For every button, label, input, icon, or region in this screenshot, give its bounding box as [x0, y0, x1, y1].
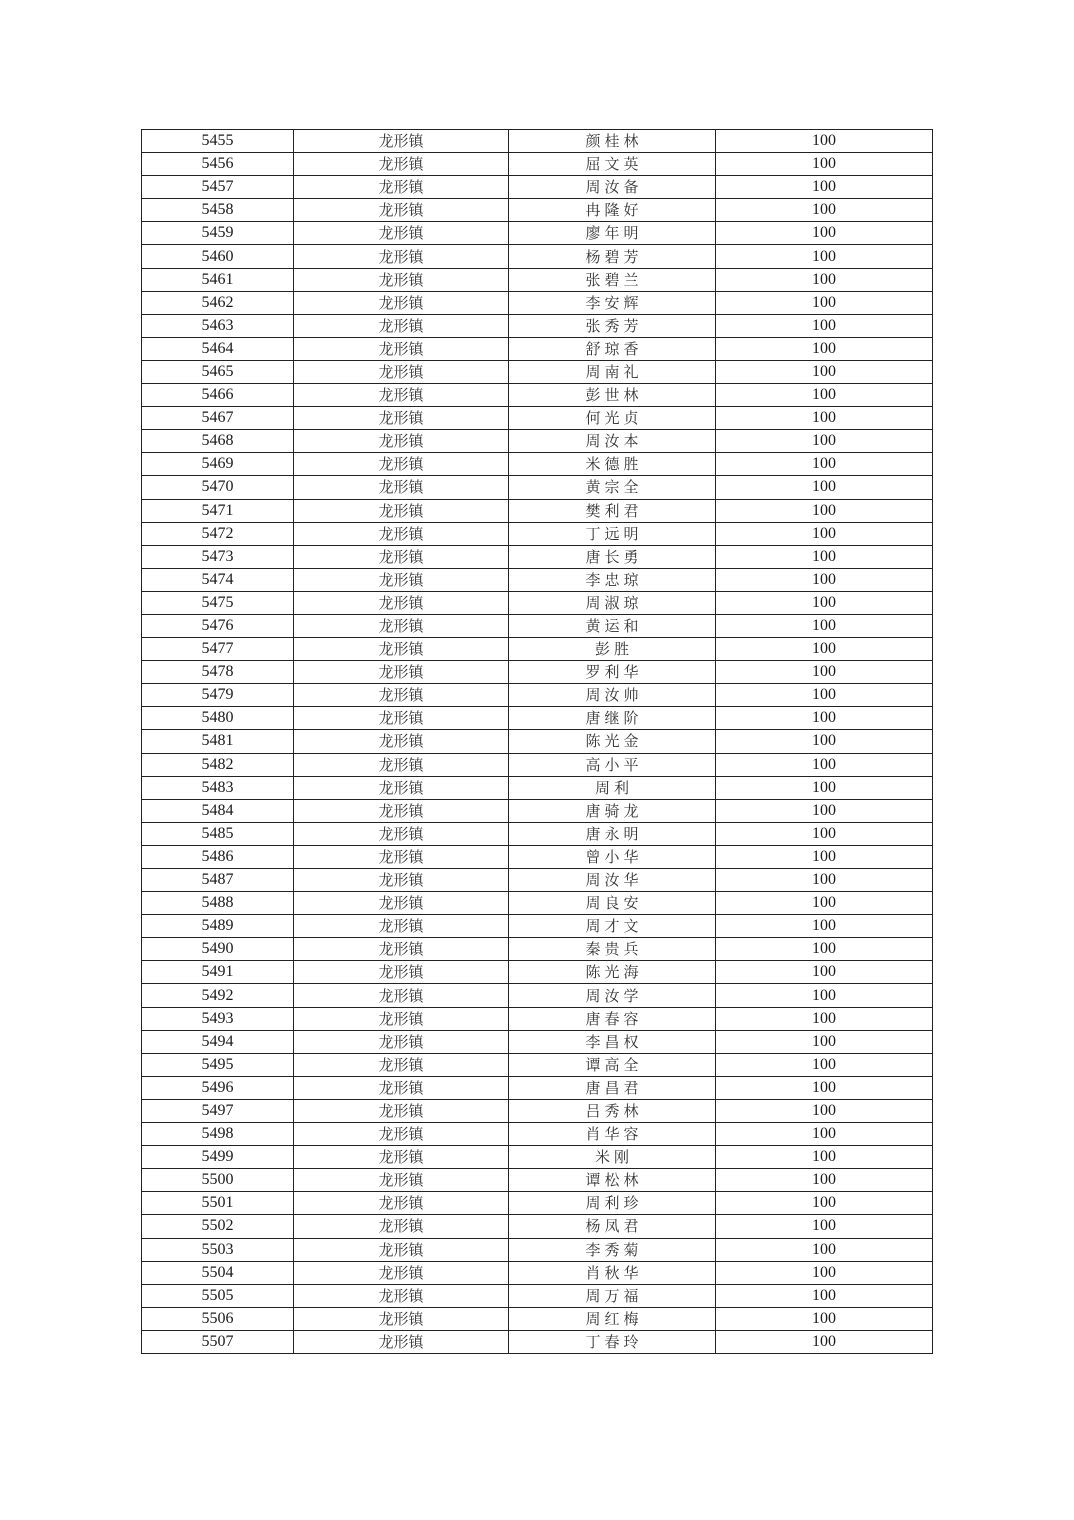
table-row — [142, 476, 933, 499]
serial-number-cell: 5463 — [142, 314, 294, 337]
serial-number-cell: 5505 — [142, 1284, 294, 1307]
town-cell: 龙形镇 — [294, 199, 509, 222]
town-cell: 龙形镇 — [294, 1261, 509, 1284]
amount-cell: 100 — [716, 360, 933, 383]
serial-number-cell: 5493 — [142, 1007, 294, 1030]
name-cell: 丁远明 — [509, 522, 716, 545]
name-cell: 周才文 — [509, 915, 716, 938]
town-cell: 龙形镇 — [294, 753, 509, 776]
town-cell: 龙形镇 — [294, 245, 509, 268]
table-row — [142, 938, 933, 961]
name-cell: 李忠琼 — [509, 568, 716, 591]
serial-number-cell: 5492 — [142, 984, 294, 1007]
serial-number-cell: 5489 — [142, 915, 294, 938]
table-row — [142, 1215, 933, 1238]
serial-number-cell: 5501 — [142, 1192, 294, 1215]
name-cell: 周汝学 — [509, 984, 716, 1007]
table-row — [142, 869, 933, 892]
name-cell: 周汝本 — [509, 430, 716, 453]
serial-number-cell: 5498 — [142, 1123, 294, 1146]
serial-number-cell: 5477 — [142, 638, 294, 661]
table-row — [142, 730, 933, 753]
amount-cell: 100 — [716, 153, 933, 176]
table-row — [142, 1030, 933, 1053]
serial-number-cell: 5503 — [142, 1238, 294, 1261]
town-cell: 龙形镇 — [294, 684, 509, 707]
table-row — [142, 1007, 933, 1030]
table-row — [142, 407, 933, 430]
name-cell: 杨碧芳 — [509, 245, 716, 268]
amount-cell: 100 — [716, 1238, 933, 1261]
name-cell: 丁春玲 — [509, 1330, 716, 1353]
amount-cell: 100 — [716, 176, 933, 199]
name-cell: 曾小华 — [509, 845, 716, 868]
serial-number-cell: 5479 — [142, 684, 294, 707]
table-row — [142, 360, 933, 383]
table-row — [142, 707, 933, 730]
name-cell: 彭世林 — [509, 384, 716, 407]
name-cell: 樊利君 — [509, 499, 716, 522]
town-cell: 龙形镇 — [294, 730, 509, 753]
town-cell: 龙形镇 — [294, 661, 509, 684]
name-cell: 谭高全 — [509, 1053, 716, 1076]
name-cell: 何光贞 — [509, 407, 716, 430]
town-cell: 龙形镇 — [294, 845, 509, 868]
table-row — [142, 568, 933, 591]
amount-cell: 100 — [716, 614, 933, 637]
table-row — [142, 753, 933, 776]
table-row — [142, 130, 933, 153]
table-row — [142, 1123, 933, 1146]
name-cell: 肖秋华 — [509, 1261, 716, 1284]
serial-number-cell: 5473 — [142, 545, 294, 568]
amount-cell: 100 — [716, 915, 933, 938]
town-cell: 龙形镇 — [294, 130, 509, 153]
town-cell: 龙形镇 — [294, 822, 509, 845]
serial-number-cell: 5496 — [142, 1076, 294, 1099]
town-cell: 龙形镇 — [294, 1169, 509, 1192]
table-row — [142, 591, 933, 614]
name-cell: 周南礼 — [509, 360, 716, 383]
name-cell: 颜桂林 — [509, 130, 716, 153]
amount-cell: 100 — [716, 314, 933, 337]
town-cell: 龙形镇 — [294, 1123, 509, 1146]
serial-number-cell: 5474 — [142, 568, 294, 591]
town-cell: 龙形镇 — [294, 591, 509, 614]
amount-cell: 100 — [716, 522, 933, 545]
name-cell: 杨凤君 — [509, 1215, 716, 1238]
name-cell: 高小平 — [509, 753, 716, 776]
name-cell: 张秀芳 — [509, 314, 716, 337]
name-cell: 舒琼香 — [509, 337, 716, 360]
town-cell: 龙形镇 — [294, 961, 509, 984]
table-row — [142, 684, 933, 707]
town-cell: 龙形镇 — [294, 384, 509, 407]
town-cell: 龙形镇 — [294, 545, 509, 568]
amount-cell: 100 — [716, 638, 933, 661]
amount-cell: 100 — [716, 684, 933, 707]
name-cell: 屈文英 — [509, 153, 716, 176]
town-cell: 龙形镇 — [294, 638, 509, 661]
serial-number-cell: 5486 — [142, 845, 294, 868]
amount-cell: 100 — [716, 1076, 933, 1099]
name-cell: 唐继阶 — [509, 707, 716, 730]
name-cell: 陈光金 — [509, 730, 716, 753]
amount-cell: 100 — [716, 430, 933, 453]
name-cell: 彭胜 — [509, 638, 716, 661]
table-row — [142, 430, 933, 453]
serial-number-cell: 5456 — [142, 153, 294, 176]
town-cell: 龙形镇 — [294, 337, 509, 360]
name-cell: 罗利华 — [509, 661, 716, 684]
town-cell: 龙形镇 — [294, 799, 509, 822]
roster-table — [141, 129, 933, 1354]
table-row — [142, 799, 933, 822]
name-cell: 肖华容 — [509, 1123, 716, 1146]
amount-cell: 100 — [716, 892, 933, 915]
serial-number-cell: 5480 — [142, 707, 294, 730]
serial-number-cell: 5484 — [142, 799, 294, 822]
amount-cell: 100 — [716, 453, 933, 476]
amount-cell: 100 — [716, 1192, 933, 1215]
serial-number-cell: 5458 — [142, 199, 294, 222]
amount-cell: 100 — [716, 499, 933, 522]
table-row — [142, 1284, 933, 1307]
amount-cell: 100 — [716, 245, 933, 268]
serial-number-cell: 5499 — [142, 1146, 294, 1169]
amount-cell: 100 — [716, 407, 933, 430]
table-row — [142, 268, 933, 291]
amount-cell: 100 — [716, 961, 933, 984]
table-row — [142, 1238, 933, 1261]
name-cell: 陈光海 — [509, 961, 716, 984]
town-cell: 龙形镇 — [294, 984, 509, 1007]
town-cell: 龙形镇 — [294, 1053, 509, 1076]
amount-cell: 100 — [716, 1030, 933, 1053]
serial-number-cell: 5478 — [142, 661, 294, 684]
town-cell: 龙形镇 — [294, 915, 509, 938]
town-cell: 龙形镇 — [294, 430, 509, 453]
name-cell: 周汝华 — [509, 869, 716, 892]
table-row — [142, 984, 933, 1007]
town-cell: 龙形镇 — [294, 453, 509, 476]
table-row — [142, 961, 933, 984]
serial-number-cell: 5470 — [142, 476, 294, 499]
serial-number-cell: 5487 — [142, 869, 294, 892]
serial-number-cell: 5461 — [142, 268, 294, 291]
amount-cell: 100 — [716, 222, 933, 245]
serial-number-cell: 5504 — [142, 1261, 294, 1284]
table-row — [142, 1146, 933, 1169]
town-cell: 龙形镇 — [294, 1030, 509, 1053]
serial-number-cell: 5502 — [142, 1215, 294, 1238]
name-cell: 周良安 — [509, 892, 716, 915]
serial-number-cell: 5466 — [142, 384, 294, 407]
town-cell: 龙形镇 — [294, 707, 509, 730]
table-row — [142, 614, 933, 637]
name-cell: 周利 — [509, 776, 716, 799]
amount-cell: 100 — [716, 753, 933, 776]
table-row — [142, 522, 933, 545]
amount-cell: 100 — [716, 568, 933, 591]
serial-number-cell: 5467 — [142, 407, 294, 430]
serial-number-cell: 5488 — [142, 892, 294, 915]
amount-cell: 100 — [716, 130, 933, 153]
name-cell: 吕秀林 — [509, 1099, 716, 1122]
serial-number-cell: 5457 — [142, 176, 294, 199]
town-cell: 龙形镇 — [294, 869, 509, 892]
name-cell: 李秀菊 — [509, 1238, 716, 1261]
table-row — [142, 776, 933, 799]
amount-cell: 100 — [716, 776, 933, 799]
town-cell: 龙形镇 — [294, 360, 509, 383]
table-row — [142, 1169, 933, 1192]
table-row — [142, 638, 933, 661]
name-cell: 唐长勇 — [509, 545, 716, 568]
town-cell: 龙形镇 — [294, 892, 509, 915]
table-row — [142, 314, 933, 337]
table-row — [142, 915, 933, 938]
serial-number-cell: 5469 — [142, 453, 294, 476]
table-row — [142, 384, 933, 407]
table-row — [142, 245, 933, 268]
name-cell: 周汝备 — [509, 176, 716, 199]
table-row — [142, 1192, 933, 1215]
amount-cell: 100 — [716, 337, 933, 360]
table-row — [142, 499, 933, 522]
town-cell: 龙形镇 — [294, 938, 509, 961]
town-cell: 龙形镇 — [294, 1284, 509, 1307]
serial-number-cell: 5483 — [142, 776, 294, 799]
amount-cell: 100 — [716, 984, 933, 1007]
town-cell: 龙形镇 — [294, 1330, 509, 1353]
table-row — [142, 337, 933, 360]
amount-cell: 100 — [716, 1307, 933, 1330]
name-cell: 冉隆好 — [509, 199, 716, 222]
name-cell: 米刚 — [509, 1146, 716, 1169]
town-cell: 龙形镇 — [294, 568, 509, 591]
serial-number-cell: 5494 — [142, 1030, 294, 1053]
town-cell: 龙形镇 — [294, 291, 509, 314]
name-cell: 唐永明 — [509, 822, 716, 845]
table-row — [142, 822, 933, 845]
town-cell: 龙形镇 — [294, 476, 509, 499]
town-cell: 龙形镇 — [294, 1099, 509, 1122]
serial-number-cell: 5490 — [142, 938, 294, 961]
roster-body — [142, 130, 933, 1354]
serial-number-cell: 5495 — [142, 1053, 294, 1076]
serial-number-cell: 5472 — [142, 522, 294, 545]
serial-number-cell: 5491 — [142, 961, 294, 984]
town-cell: 龙形镇 — [294, 407, 509, 430]
town-cell: 龙形镇 — [294, 176, 509, 199]
town-cell: 龙形镇 — [294, 314, 509, 337]
amount-cell: 100 — [716, 938, 933, 961]
table-row — [142, 291, 933, 314]
name-cell: 黄宗全 — [509, 476, 716, 499]
name-cell: 张碧兰 — [509, 268, 716, 291]
name-cell: 廖年明 — [509, 222, 716, 245]
town-cell: 龙形镇 — [294, 1215, 509, 1238]
amount-cell: 100 — [716, 869, 933, 892]
amount-cell: 100 — [716, 268, 933, 291]
amount-cell: 100 — [716, 1007, 933, 1030]
amount-cell: 100 — [716, 661, 933, 684]
amount-cell: 100 — [716, 1123, 933, 1146]
town-cell: 龙形镇 — [294, 222, 509, 245]
town-cell: 龙形镇 — [294, 1076, 509, 1099]
serial-number-cell: 5506 — [142, 1307, 294, 1330]
name-cell: 黄运和 — [509, 614, 716, 637]
serial-number-cell: 5476 — [142, 614, 294, 637]
serial-number-cell: 5482 — [142, 753, 294, 776]
serial-number-cell: 5500 — [142, 1169, 294, 1192]
serial-number-cell: 5475 — [142, 591, 294, 614]
name-cell: 秦贵兵 — [509, 938, 716, 961]
amount-cell: 100 — [716, 1261, 933, 1284]
town-cell: 龙形镇 — [294, 1238, 509, 1261]
amount-cell: 100 — [716, 1099, 933, 1122]
table-row — [142, 1307, 933, 1330]
serial-number-cell: 5481 — [142, 730, 294, 753]
name-cell: 唐昌君 — [509, 1076, 716, 1099]
serial-number-cell: 5459 — [142, 222, 294, 245]
serial-number-cell: 5462 — [142, 291, 294, 314]
table-row — [142, 176, 933, 199]
amount-cell: 100 — [716, 1146, 933, 1169]
table-row — [142, 1099, 933, 1122]
amount-cell: 100 — [716, 1169, 933, 1192]
name-cell: 周红梅 — [509, 1307, 716, 1330]
table-row — [142, 222, 933, 245]
amount-cell: 100 — [716, 1215, 933, 1238]
table-row — [142, 153, 933, 176]
amount-cell: 100 — [716, 730, 933, 753]
name-cell: 唐春容 — [509, 1007, 716, 1030]
town-cell: 龙形镇 — [294, 153, 509, 176]
name-cell: 谭松林 — [509, 1169, 716, 1192]
table-row — [142, 1053, 933, 1076]
name-cell: 李昌权 — [509, 1030, 716, 1053]
serial-number-cell: 5460 — [142, 245, 294, 268]
table-row — [142, 661, 933, 684]
town-cell: 龙形镇 — [294, 1146, 509, 1169]
table-row — [142, 199, 933, 222]
amount-cell: 100 — [716, 822, 933, 845]
town-cell: 龙形镇 — [294, 522, 509, 545]
amount-cell: 100 — [716, 845, 933, 868]
town-cell: 龙形镇 — [294, 1192, 509, 1215]
amount-cell: 100 — [716, 291, 933, 314]
table-row — [142, 1076, 933, 1099]
serial-number-cell: 5468 — [142, 430, 294, 453]
table-row — [142, 892, 933, 915]
serial-number-cell: 5464 — [142, 337, 294, 360]
name-cell: 周淑琼 — [509, 591, 716, 614]
table-row — [142, 1261, 933, 1284]
serial-number-cell: 5455 — [142, 130, 294, 153]
table-row — [142, 453, 933, 476]
amount-cell: 100 — [716, 476, 933, 499]
amount-cell: 100 — [716, 199, 933, 222]
town-cell: 龙形镇 — [294, 1007, 509, 1030]
name-cell: 唐骑龙 — [509, 799, 716, 822]
serial-number-cell: 5471 — [142, 499, 294, 522]
town-cell: 龙形镇 — [294, 1307, 509, 1330]
amount-cell: 100 — [716, 545, 933, 568]
amount-cell: 100 — [716, 707, 933, 730]
serial-number-cell: 5507 — [142, 1330, 294, 1353]
serial-number-cell: 5497 — [142, 1099, 294, 1122]
amount-cell: 100 — [716, 591, 933, 614]
name-cell: 李安辉 — [509, 291, 716, 314]
name-cell: 周万福 — [509, 1284, 716, 1307]
town-cell: 龙形镇 — [294, 268, 509, 291]
table-row — [142, 545, 933, 568]
town-cell: 龙形镇 — [294, 499, 509, 522]
serial-number-cell: 5485 — [142, 822, 294, 845]
table-row — [142, 1330, 933, 1353]
table-row — [142, 845, 933, 868]
amount-cell: 100 — [716, 1330, 933, 1353]
name-cell: 周利珍 — [509, 1192, 716, 1215]
name-cell: 周汝帅 — [509, 684, 716, 707]
town-cell: 龙形镇 — [294, 776, 509, 799]
serial-number-cell: 5465 — [142, 360, 294, 383]
name-cell: 米德胜 — [509, 453, 716, 476]
amount-cell: 100 — [716, 1053, 933, 1076]
amount-cell: 100 — [716, 799, 933, 822]
amount-cell: 100 — [716, 384, 933, 407]
town-cell: 龙形镇 — [294, 614, 509, 637]
amount-cell: 100 — [716, 1284, 933, 1307]
